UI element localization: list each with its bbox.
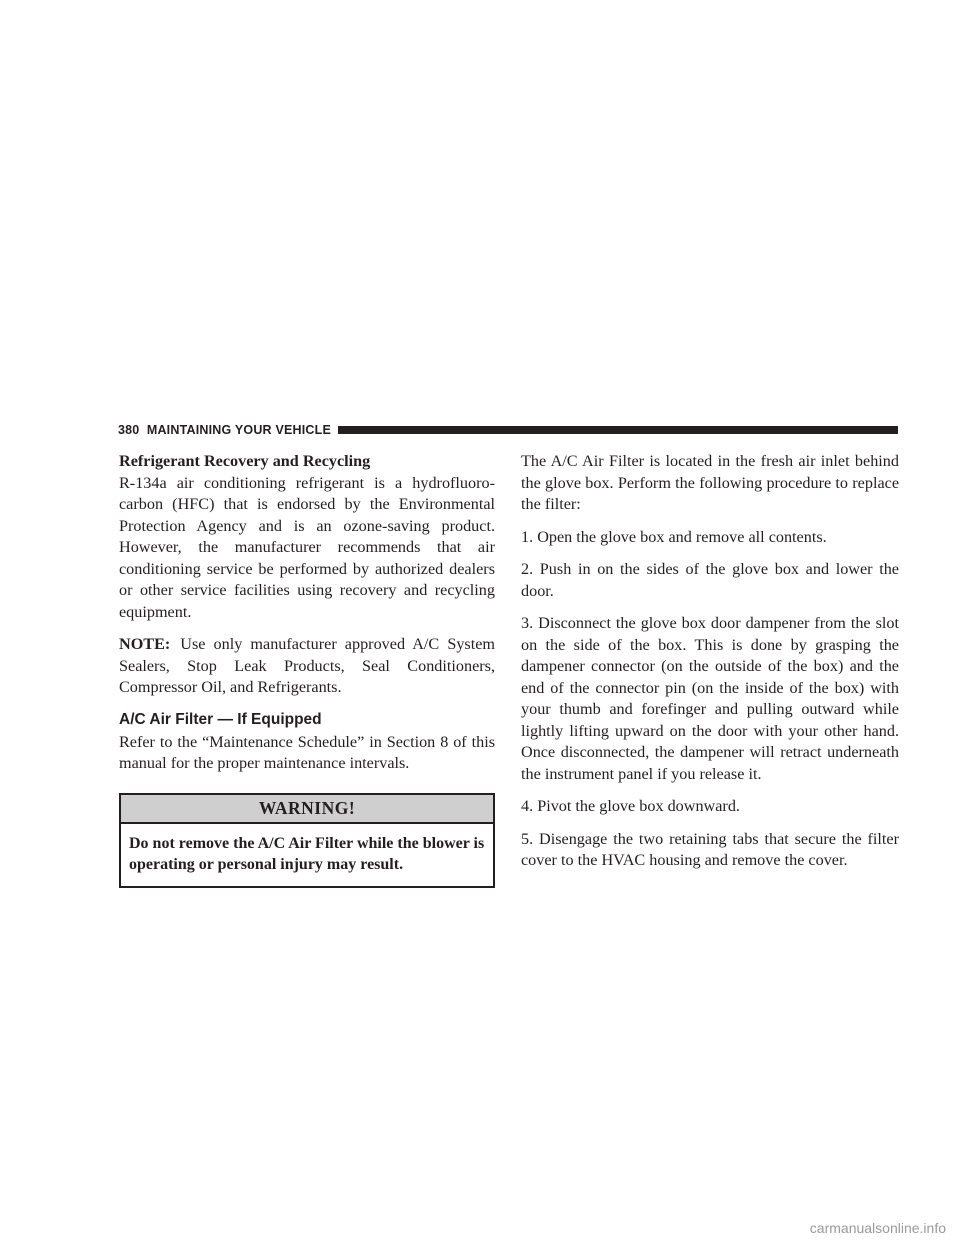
left-column	[119, 451, 495, 888]
step-1: 1. Open the glove box and remove all contents.	[521, 527, 827, 546]
warning-box	[119, 793, 495, 888]
step-3: 3. Disconnect the glove box door dampener from the slot on the side of the box. This is done by grasping the dampener connector (on the outside of the box) and the end of the connector pin (on the inside of the box) with your thumb and forefinger and pulling outward while lightly lifting upward on the door with your other hand. Once disconnected, the dampener will retract underneath the instrument panel if you release it.	[521, 614, 899, 783]
note-paragraph	[119, 634, 495, 699]
note-text: Use only manufacturer approved A/C System Sealers, Stop Leak Products, Seal Conditioners, Compressor Oil, and Refrigerants.	[119, 635, 495, 696]
watermark: carmanualsonline.info	[809, 1220, 946, 1236]
step-4: 4. Pivot the glove box downward.	[521, 797, 740, 815]
page-number: 380	[118, 423, 140, 437]
filter-intro: The A/C Air Filter is located in the fresh air inlet behind the glove box. Perform the following procedure to replace the filter:	[521, 452, 899, 513]
page-header-title	[118, 422, 337, 438]
note-label: NOTE:	[119, 635, 171, 653]
warning-text: Do not remove the A/C Air Filter while the blower is operating or personal injury may result.	[129, 834, 485, 873]
step-5: 5. Disengage the two retaining tabs that secure the filter cover to the HVAC housing and remove the cover.	[521, 829, 899, 869]
refrigerant-subheading: Refrigerant Recovery and Recycling	[119, 452, 371, 470]
right-column	[521, 451, 899, 883]
maintenance-paragraph: Refer to the “Maintenance Schedule” in Section 8 of this manual for the proper maintenance intervals.	[119, 732, 495, 772]
refrigerant-paragraph: R-134a air conditioning refrigerant is a hydrofluoro-carbon (HFC) that is endorsed by the Environmental Protection Agency and is an ozone-saving product. However, the manufacturer recommends that air conditioning service be performed by authorized dealers or other service facilities using recovery and recycling equipment.	[119, 473, 495, 621]
ac-filter-heading: A/C Air Filter — If Equipped	[119, 710, 322, 728]
header-rule	[338, 426, 898, 434]
section-title: MAINTAINING YOUR VEHICLE	[146, 423, 332, 437]
warning-title: WARNING!	[121, 795, 493, 824]
step-2: 2. Push in on the sides of the glove box and lower the door.	[521, 560, 899, 600]
page-header	[118, 422, 898, 438]
